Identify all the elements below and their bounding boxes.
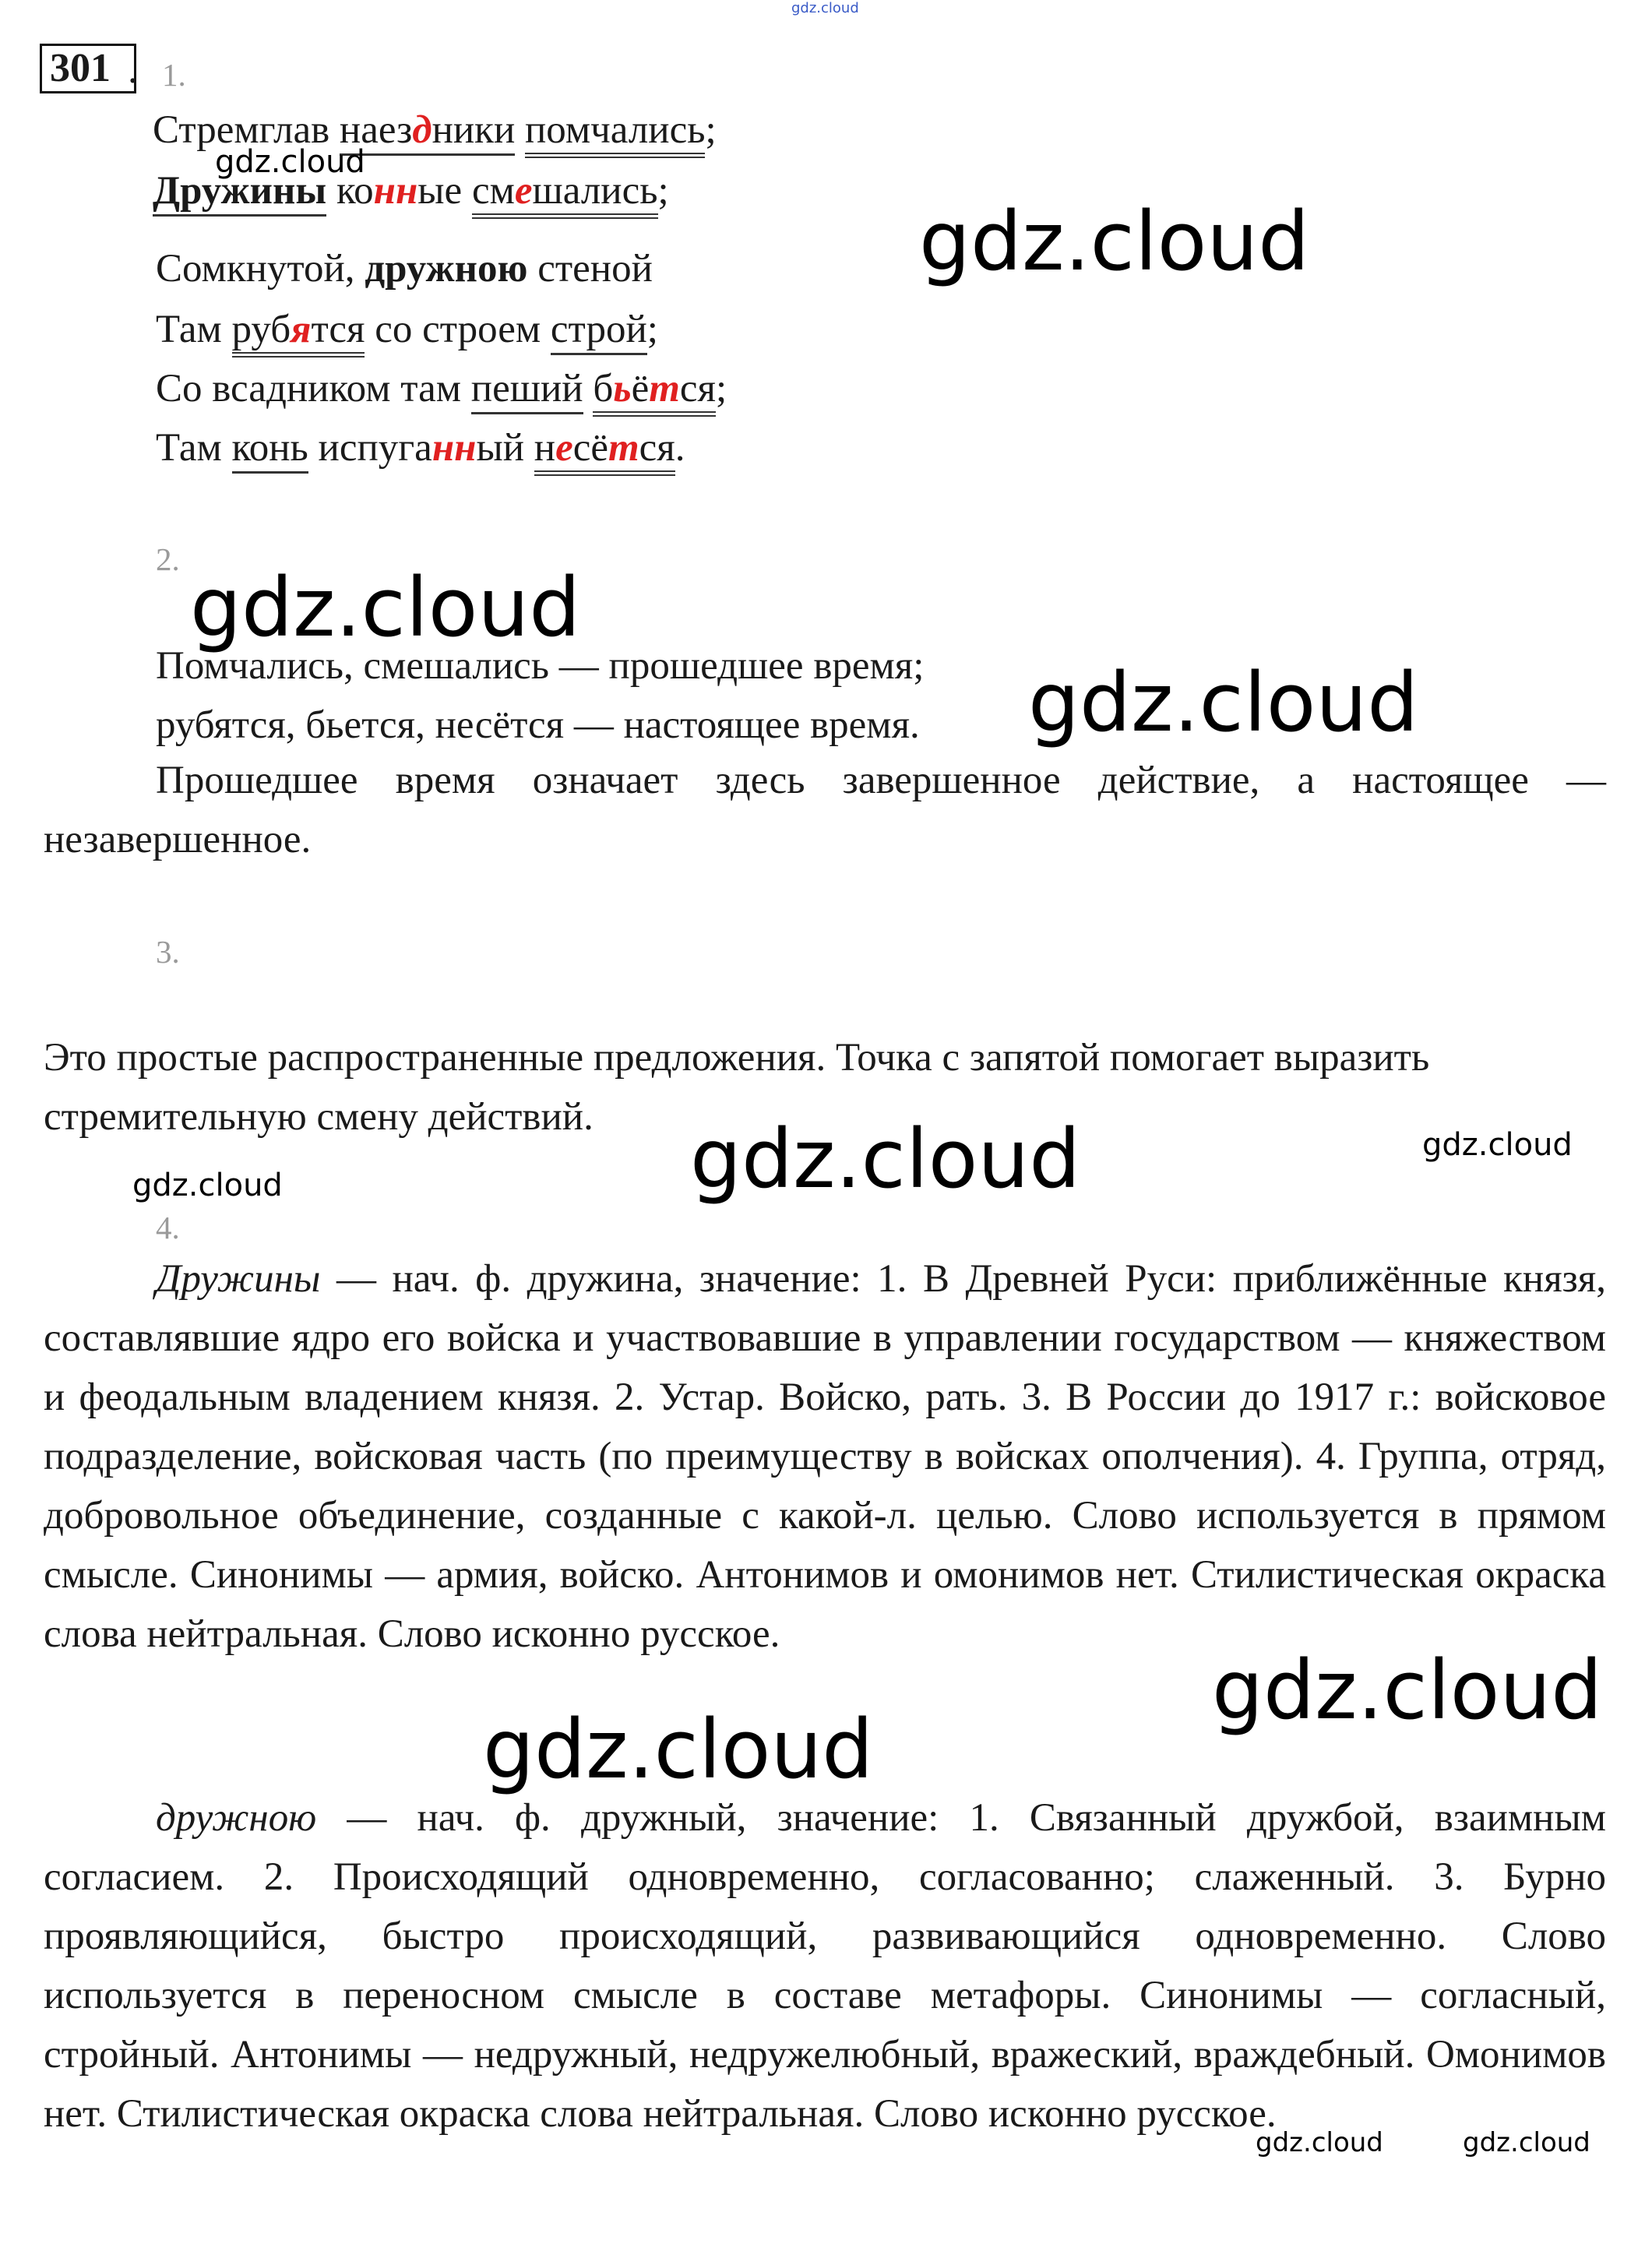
- task-number: 301: [40, 44, 136, 93]
- poem-line-4: Там рубятся со строем строй;: [156, 310, 658, 350]
- poem-line-6: Там конь испуганный несётся.: [156, 428, 685, 468]
- section-3-paragraph: Это простые распространенные предложения. Точка с запятой помогает выразить стремительную смену действий.: [44, 1036, 1430, 1139]
- section-2-line-2: рубятся, бьется, несётся — настоящее время.: [156, 703, 920, 747]
- section-3-number: 3.: [156, 934, 180, 970]
- section-2-number: 2.: [156, 541, 180, 577]
- section-2-paragraph: Прошедшее время означает здесь завершенное действие, а настоящее — незавершенное.: [44, 759, 1606, 861]
- watermark-mini-2: gdz.cloud: [1463, 2127, 1590, 2158]
- section-4-entry-druzhnoyu: дружною — нач. ф. дружный, значение: 1. Связанный дружбой, взаимным согласием. 2. Происходящий одновременно, согласованно; слаженный. 3. Бурно проявляющийся, быстро происходящий, развивающийся одновременно. Слово используется в переносном смысле в составе метафоры. Синонимы — согласный, стройный. Антонимы — недружный, недружелюбный, вражеский, враждебный. Омонимов нет. Стилистическая окраска слова нейтральная. Слово исконно русское.: [44, 1796, 1606, 2136]
- poem-line-2: Дружины конные смешались;: [153, 171, 669, 211]
- section-4-number: 4.: [156, 1210, 180, 1245]
- section-2-line-1: Помчались, смешались — прошедшее время;: [156, 644, 925, 688]
- poem-line-1: Стремглав наездники помчались;: [153, 111, 717, 150]
- task-number-dot: .: [128, 48, 138, 92]
- watermark-large-5: gdz.cloud: [1212, 1643, 1603, 1738]
- watermark-large-2: gdz.cloud: [190, 560, 581, 655]
- watermark-small-1: gdz.cloud: [215, 144, 365, 180]
- watermark-large-3: gdz.cloud: [1028, 655, 1419, 750]
- section-4-entry-druzhiny: Дружины — нач. ф. дружина, значение: 1. В Древней Руси: приближённые князя, составлявшие ядро его войска и участвовавшие в управлении государством — княжеством и феодальным владением князя. 2. Устар. Войско, рать. 3. В России до 1917 г.: войсковое подразделение, войсковая часть (по преимуществу в войсках ополчения). 4. Группа, отряд, добровольное объединение, созданные с какой-л. целью. Слово используется в прямом смысле. Синонимы — армия, войско. Антонимов и омонимов нет. Стилистическая окраска слова нейтральная. Слово исконно русское.: [44, 1257, 1606, 1656]
- watermark-mini-1: gdz.cloud: [1256, 2127, 1383, 2158]
- watermark-large-1: gdz.cloud: [919, 194, 1310, 289]
- entry-word-druzhiny: Дружины: [156, 1257, 321, 1301]
- watermark-small-2: gdz.cloud: [1422, 1127, 1573, 1163]
- watermark-top: gdz.cloud: [791, 0, 859, 16]
- watermark-small-3: gdz.cloud: [132, 1168, 283, 1203]
- entry-word-druzhnoyu: дружною: [156, 1796, 317, 1840]
- poem-line-5: Со всадником там пеший бьётся;: [156, 369, 727, 409]
- watermark-large-4: gdz.cloud: [690, 1111, 1081, 1207]
- section-1-number: 1.: [162, 57, 186, 93]
- poem-line-3: Сомкнутой, дружною стеной: [156, 247, 653, 291]
- watermark-large-6: gdz.cloud: [483, 1702, 874, 1797]
